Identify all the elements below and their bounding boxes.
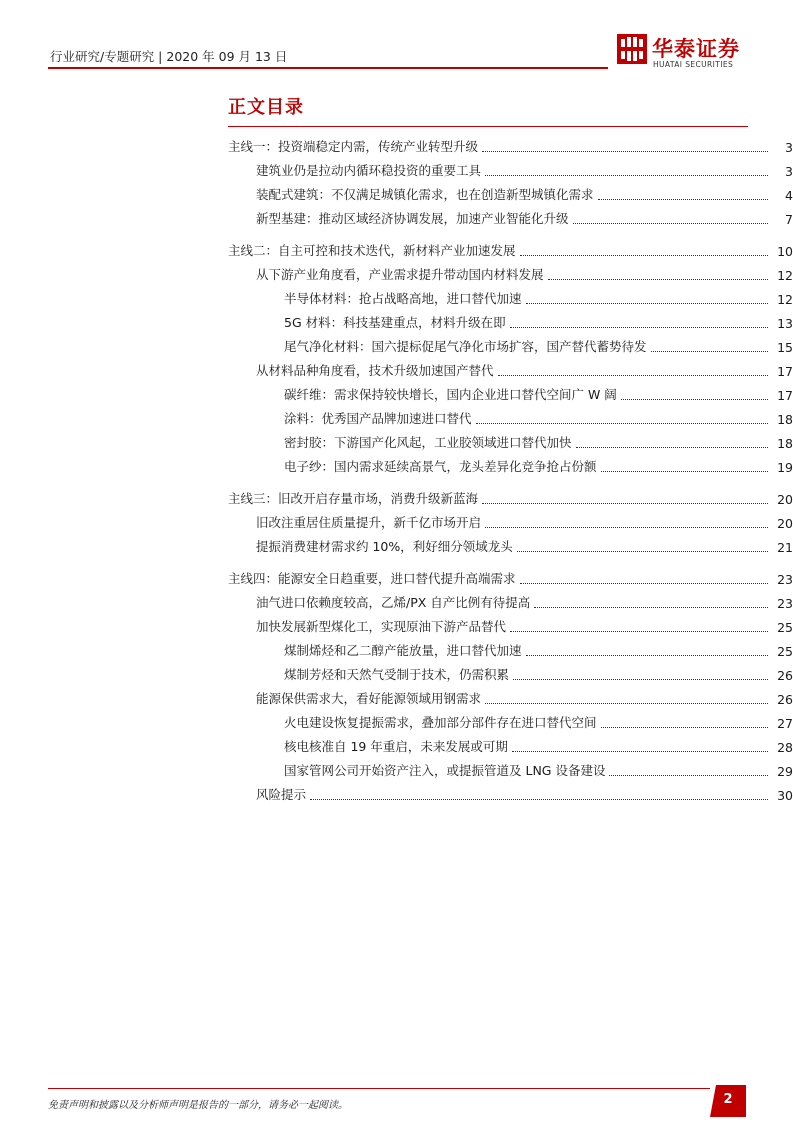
toc-leader-dots [601,470,768,472]
toc-entry[interactable] [0,617,793,635]
toc-entry-page: 15 [777,340,793,355]
toc-entry[interactable] [0,385,793,403]
toc-leader-dots [609,774,768,776]
toc-entry[interactable] [0,361,793,379]
toc-leader-dots [485,702,768,704]
toc-entry-page: 19 [777,460,793,475]
toc-entry-page: 18 [777,412,793,427]
toc-leader-dots [510,326,768,328]
toc-entry-page: 21 [777,540,793,555]
toc-leader-dots [534,606,768,608]
toc-entry[interactable] [0,513,793,531]
toc-entry[interactable] [0,337,793,355]
toc-leader-dots [482,502,768,504]
toc-entry-page: 18 [777,436,793,451]
toc-entry-title: 煤制烯烃和乙二醇产能放量，进口替代加速 [284,643,522,658]
toc-entry-title: 5G 材料：科技基建重点，材料升级在即 [284,315,506,330]
toc-leader-dots [510,630,768,632]
toc-entry-page: 4 [785,188,793,203]
toc-leader-dots [310,798,768,800]
toc-entry-title: 能源保供需求大，看好能源领域用钢需求 [256,691,482,706]
toc-leader-dots [598,198,768,200]
toc-entry[interactable] [0,409,793,427]
toc-entry-title: 尾气净化材料：国六提标促尾气净化市场扩容，国产替代蓄势待发 [284,339,647,354]
toc-entry-page: 25 [777,620,793,635]
toc-leader-dots [520,254,768,256]
toc-entry[interactable] [0,785,793,803]
footer-disclaimer: 免责声明和披露以及分析师声明是报告的一部分，请务必一起阅读。 [48,1100,348,1111]
toc-leader-dots [576,446,768,448]
logo-english-name: HUATAI SECURITIES [653,60,734,69]
toc-entry[interactable] [0,665,793,683]
toc-entry-title: 密封胶：下游国产化风起，工业胶领域进口替代加快 [284,435,572,450]
toc-entry-title: 从材料品种角度看，技术升级加速国产替代 [256,363,494,378]
toc-entry-page: 23 [777,596,793,611]
toc-leader-dots [485,174,768,176]
toc-entry-title: 主线四：能源安全日趋重要，进口替代提升高端需求 [228,571,516,586]
header-breadcrumb: 行业研究/专题研究 | 2020 年 09 月 13 日 [50,49,288,64]
logo-mark-icon [617,34,647,64]
toc-entry-title: 加快发展新型煤化工，实现原油下游产品替代 [256,619,507,634]
toc-entry[interactable] [0,489,793,507]
toc-leader-dots [498,374,768,376]
toc-entry-page: 26 [777,692,793,707]
toc-entry[interactable] [0,457,793,475]
toc-entry[interactable] [0,737,793,755]
toc-entry[interactable] [0,209,793,227]
toc-leader-dots [573,222,768,224]
toc-entry-page: 28 [777,740,793,755]
toc-entry-page: 7 [785,212,793,227]
toc-entry-title: 装配式建筑：不仅满足城镇化需求，也在创造新型城镇化需求 [256,187,594,202]
toc-entry-page: 20 [777,516,793,531]
toc-entry-page: 26 [777,668,793,683]
toc-entry-title: 新型基建：推动区域经济协调发展，加速产业智能化升级 [256,211,569,226]
footer-rule [48,1088,710,1089]
toc-entry[interactable] [0,161,793,179]
toc-leader-dots [651,350,768,352]
toc-leader-dots [526,302,768,304]
toc-title-rule [228,126,748,127]
toc-entry-page: 10 [777,244,793,259]
toc-entry[interactable] [0,137,793,155]
toc-entry-title: 火电建设恢复提振需求，叠加部分部件存在进口替代空间 [284,715,597,730]
toc-entry-title: 核电核准自 19 年重启，未来发展或可期 [284,739,508,754]
logo-chinese-name: 华泰证券 [652,37,740,61]
toc-entry-page: 29 [777,764,793,779]
toc-leader-dots [476,422,768,424]
toc-entry-title: 国家管网公司开始资产注入，或提振管道及 LNG 设备建设 [284,763,606,778]
toc-entry[interactable] [0,689,793,707]
toc-entry-title: 从下游产业角度看，产业需求提升带动国内材料发展 [256,267,544,282]
toc-leader-dots [526,654,768,656]
toc-entry-title: 提振消费建材需求约 10%，利好细分领域龙头 [256,539,513,554]
toc-entry-page: 12 [777,268,793,283]
toc-entry[interactable] [0,289,793,307]
toc-entry-page: 23 [777,572,793,587]
page-number: 2 [723,1092,733,1107]
toc-title: 正文目录 [228,97,304,118]
toc-entry-title: 旧改注重居住质量提升，新千亿市场开启 [256,515,482,530]
toc-entry-page: 17 [777,388,793,403]
toc-entry[interactable] [0,537,793,555]
toc-entry-title: 建筑业仍是拉动内循环稳投资的重要工具 [256,163,482,178]
toc-entry-page: 13 [777,316,793,331]
toc-entry[interactable] [0,241,793,259]
toc-entry[interactable] [0,433,793,451]
toc-entry-page: 12 [777,292,793,307]
toc-leader-dots [482,150,768,152]
toc-entry-title: 主线三：旧改开启存量市场，消费升级新蓝海 [228,491,479,506]
toc-leader-dots [601,726,768,728]
toc-entry-title: 主线一：投资端稳定内需，传统产业转型升级 [228,139,479,154]
toc-entry-page: 3 [785,164,793,179]
toc-leader-dots [485,526,768,528]
toc-entry-title: 煤制芳烃和天然气受制于技术，仍需积累 [284,667,510,682]
toc-entry-page: 25 [777,644,793,659]
toc-leader-dots [621,398,768,400]
company-logo [617,33,747,71]
toc-entry-title: 碳纤维：需求保持较快增长，国内企业进口替代空间广 W 阔 [284,387,617,402]
toc-entry-title: 半导体材料：抢占战略高地，进口替代加速 [284,291,522,306]
toc-entry-page: 30 [777,788,793,803]
toc-entry[interactable] [0,761,793,779]
toc-entry[interactable] [0,185,793,203]
toc-entry-title: 风险提示 [256,787,307,802]
toc-entry[interactable] [0,641,793,659]
toc-entry-title: 主线二：自主可控和技术迭代，新材料产业加速发展 [228,243,516,258]
toc-entry[interactable] [0,569,793,587]
toc-entry-page: 3 [785,140,793,155]
toc-entry-page: 27 [777,716,793,731]
toc-leader-dots [517,550,768,552]
toc-leader-dots [513,678,768,680]
toc-leader-dots [512,750,768,752]
toc-entry-page: 20 [777,492,793,507]
toc-entry-title: 涂料：优秀国产品牌加速进口替代 [284,411,472,426]
toc-leader-dots [548,278,768,280]
toc-entry-title: 电子纱：国内需求延续高景气，龙头差异化竞争抢占份额 [284,459,597,474]
toc-entry-title: 油气进口依赖度较高，乙烯/PX 自产比例有待提高 [256,595,531,610]
toc-entry-page: 17 [777,364,793,379]
toc-leader-dots [520,582,768,584]
toc-entry[interactable] [0,313,793,331]
header-rule [48,67,608,69]
toc-entry[interactable] [0,593,793,611]
toc-entry[interactable] [0,265,793,283]
toc-entry[interactable] [0,713,793,731]
